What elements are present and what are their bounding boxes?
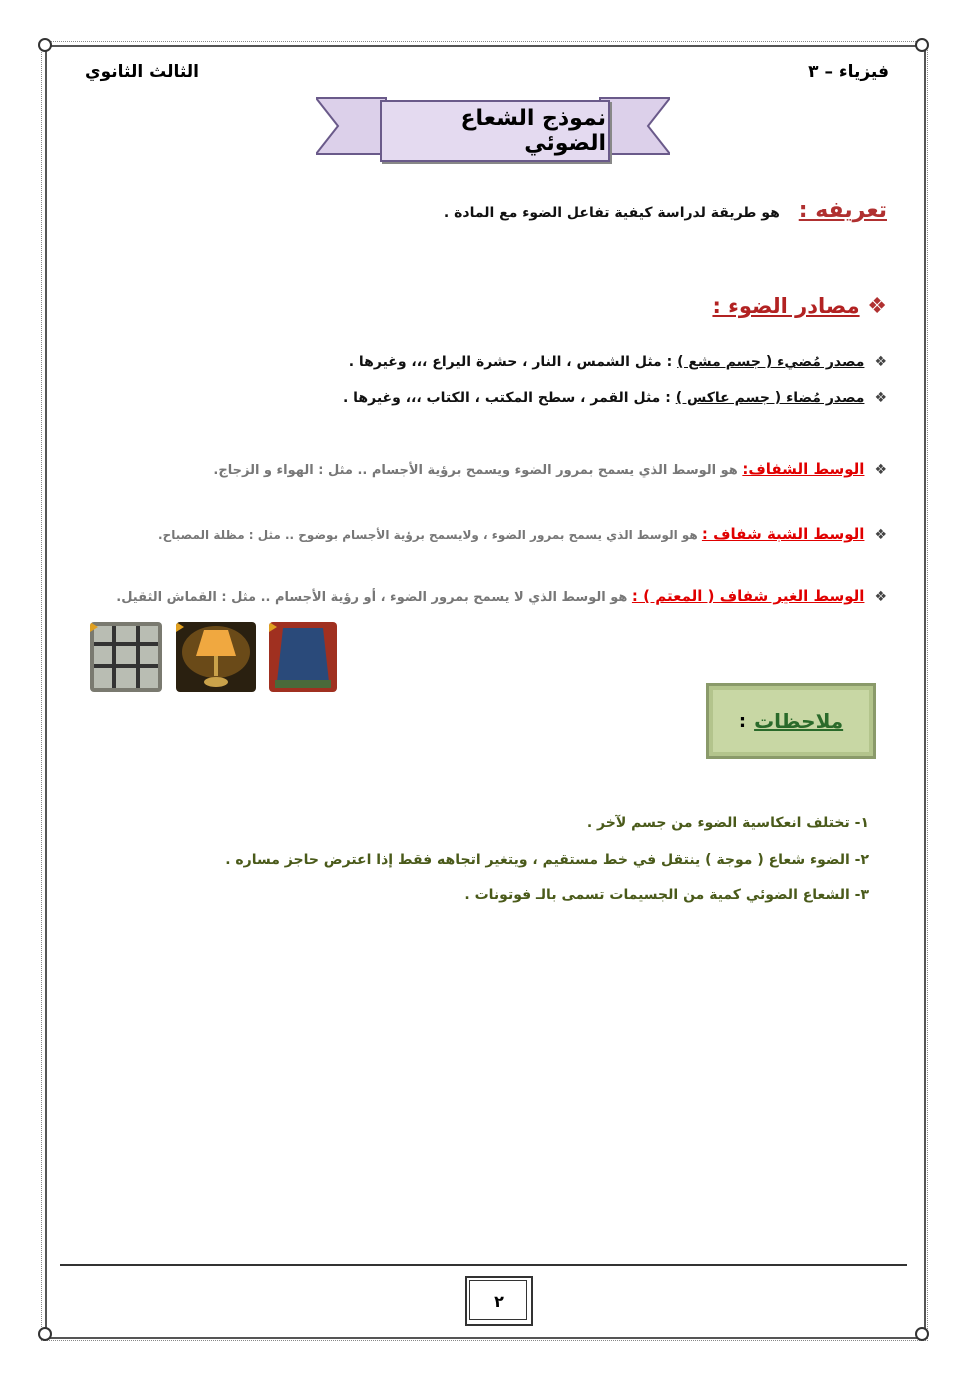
medium-text: هو الوسط الذي يسمح بمرور الضوء ويسمح برؤية الأجسام .. مثل : الهواء و الزجاج.	[213, 463, 743, 478]
diamond-bullet-icon: ❖	[874, 462, 887, 478]
medium-label: الوسط الشفاف:	[742, 460, 865, 478]
footer-divider	[60, 1264, 907, 1266]
medium-text: هو الوسط الذي يسمح بمرور الضوء ، ولايسمح برؤية الأجسام بوضوح .. مثل : مظلة المصباح.	[158, 528, 702, 542]
lamp-photo	[176, 622, 256, 692]
definition-text: هو طريقة لدراسة كيفية تفاعل الضوء مع المادة .	[443, 205, 780, 221]
source-item	[343, 390, 887, 406]
page-title: نموذج الشعاع الضوئي	[460, 106, 606, 156]
notes-heading: ملاحظات	[754, 709, 844, 733]
header-subject: فيزياء – ٣	[808, 62, 889, 82]
note-item: ٢- الضوء شعاع ( موجة ) ينتقل في خط مستقيم ، ويتغير اتجاهه فقط إذا اعترض حاجز مساره .	[225, 852, 869, 868]
heavy-cloth-photo	[269, 622, 337, 692]
sources-heading-line	[712, 294, 887, 319]
window-glass-photo	[90, 622, 162, 692]
source-item	[349, 354, 887, 370]
diamond-bullet-icon: ❖	[867, 294, 887, 319]
medium-item	[158, 525, 887, 543]
source-item-label: مصدر مُضاء ( جسم عاكس )	[675, 390, 865, 406]
note-item: ١- تختلف انعكاسية الضوء من جسم لآخر .	[586, 815, 869, 831]
diamond-bullet-icon: ❖	[874, 589, 887, 605]
definition-label: تعريفه :	[798, 198, 887, 223]
sources-heading: مصادر الضوء :	[712, 294, 860, 318]
page-number: ٢	[465, 1276, 533, 1326]
source-item-label: مصدر مُضيء ( جسم مشع )	[677, 354, 865, 370]
note-item: ٣- الشعاع الضوئي كمية من الجسيمات تسمى بالـ فوتونات .	[464, 887, 869, 903]
medium-item	[213, 460, 887, 478]
definition-line	[444, 198, 887, 223]
corner-ornament	[915, 1327, 929, 1341]
medium-label: الوسط الغير شفاف ( المعتم ) :	[631, 587, 865, 605]
medium-text: هو الوسط الذي لا يسمح بمرور الضوء ، أو رؤية الأجسام .. مثل : القماش الثقيل.	[116, 590, 632, 605]
header-grade: الثالث الثانوي	[85, 62, 199, 82]
medium-label: الوسط الشبة شفاف :	[701, 525, 865, 543]
corner-ornament	[38, 1327, 52, 1341]
source-item-text: : مثل القمر ، سطح المكتب ، الكتاب ،،، وغيرها .	[342, 390, 676, 406]
notes-colon: :	[738, 710, 747, 732]
notes-box	[706, 683, 876, 759]
diamond-bullet-icon: ❖	[874, 354, 887, 370]
diamond-bullet-icon: ❖	[874, 390, 887, 406]
corner-ornament	[915, 38, 929, 52]
medium-item	[116, 587, 887, 605]
corner-ornament	[38, 38, 52, 52]
diamond-bullet-icon: ❖	[874, 527, 887, 543]
source-item-text: : مثل الشمس ، النار ، حشرة اليراع ،،، وغيرها .	[348, 354, 678, 370]
